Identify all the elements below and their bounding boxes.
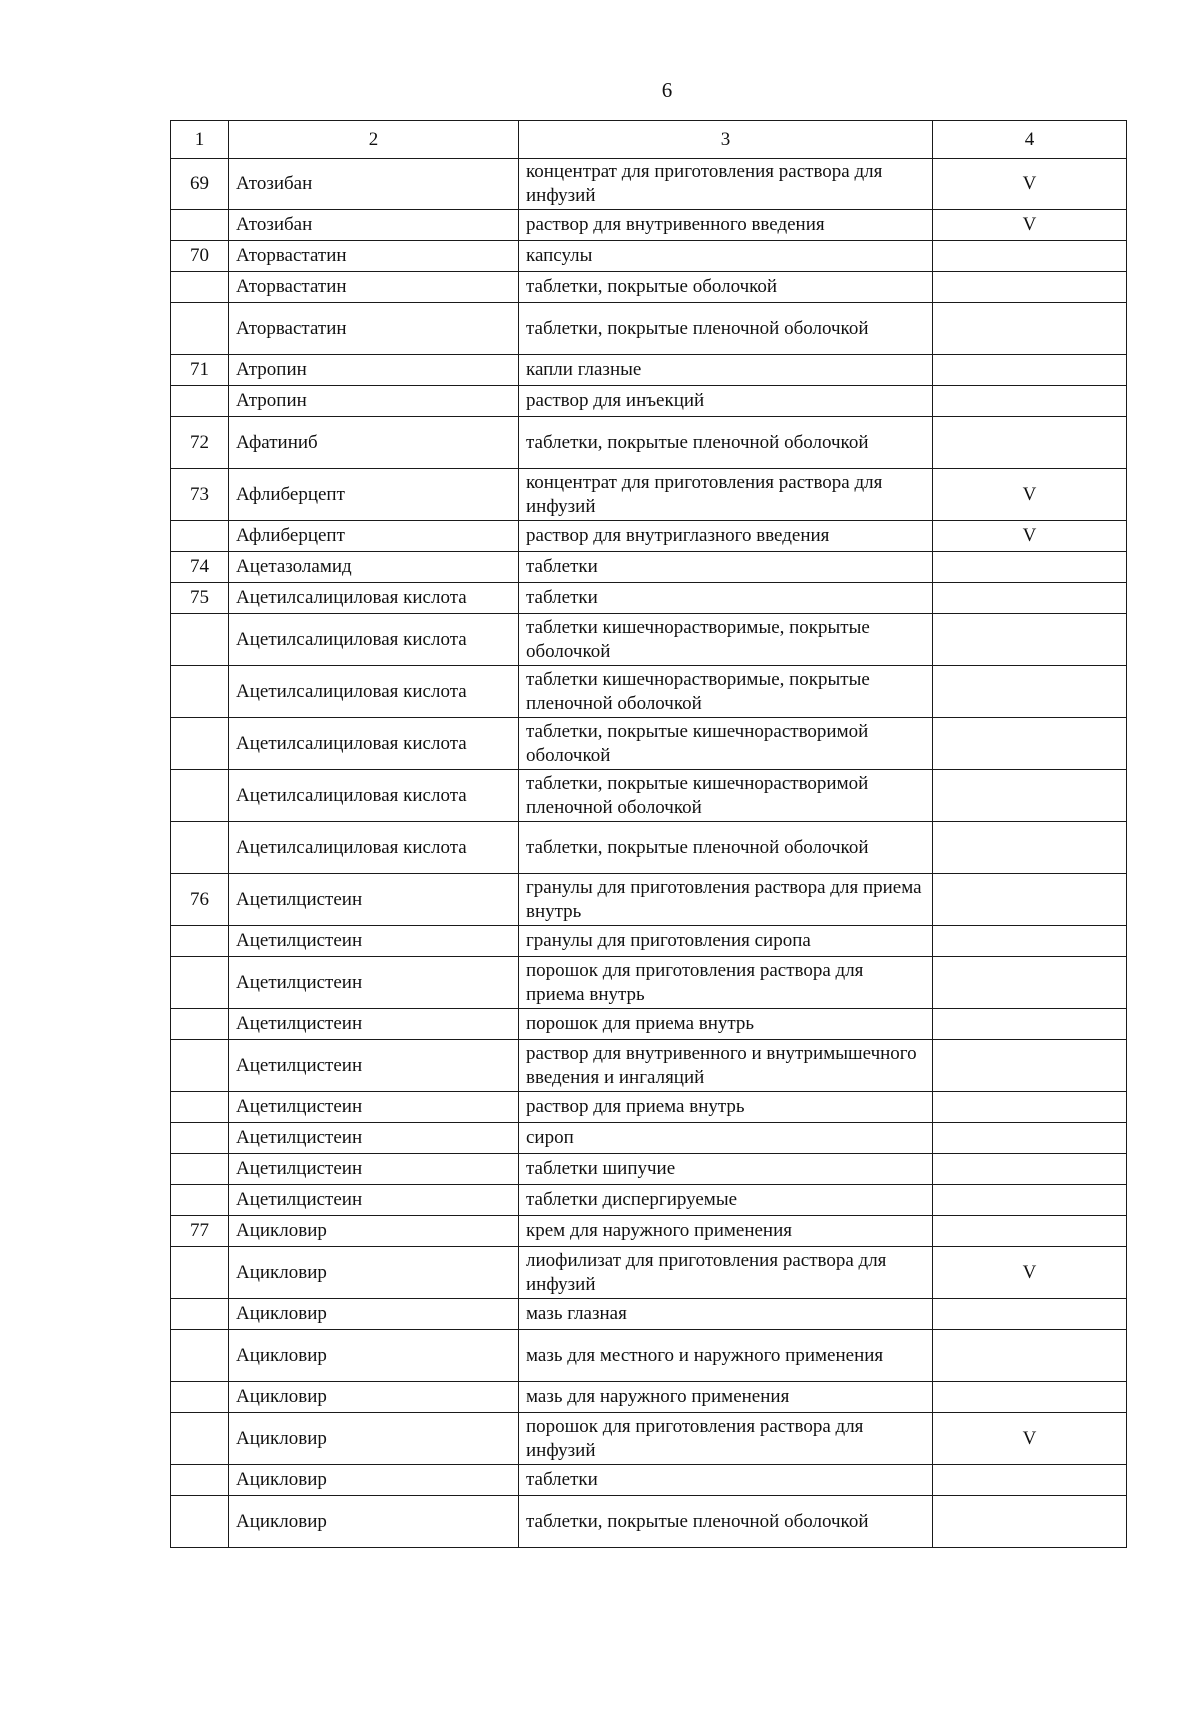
row-number xyxy=(171,521,229,552)
dosage-form: порошок для приготовления раствора для приема внутрь xyxy=(519,957,933,1009)
table-row xyxy=(171,957,1127,1009)
dosage-form: таблетки кишечнорастворимые, покрытые пленочной оболочкой xyxy=(519,666,933,718)
dosage-form: гранулы для приготовления сиропа xyxy=(519,926,933,957)
dosage-form: таблетки, покрытые кишечнорастворимой оболочкой xyxy=(519,718,933,770)
drug-name: Ацикловир xyxy=(229,1382,519,1413)
row-number xyxy=(171,926,229,957)
table-header xyxy=(171,121,1127,159)
mark-cell xyxy=(933,1009,1127,1040)
drug-name: Ацетилцистеин xyxy=(229,1009,519,1040)
row-number xyxy=(171,1299,229,1330)
row-number: 75 xyxy=(171,583,229,614)
table-row xyxy=(171,272,1127,303)
dosage-form: раствор для инъекций xyxy=(519,386,933,417)
column-header-1: 1 xyxy=(171,121,229,159)
mark-cell xyxy=(933,666,1127,718)
row-number xyxy=(171,1123,229,1154)
row-number xyxy=(171,1247,229,1299)
dosage-form: таблетки кишечнорастворимые, покрытые оболочкой xyxy=(519,614,933,666)
mark-cell xyxy=(933,957,1127,1009)
table-row xyxy=(171,1247,1127,1299)
dosage-form: таблетки xyxy=(519,552,933,583)
column-header-4: 4 xyxy=(933,121,1127,159)
drug-list-table xyxy=(170,120,1127,1548)
dosage-form: лиофилизат для приготовления раствора для инфузий xyxy=(519,1247,933,1299)
mark-cell xyxy=(933,552,1127,583)
mark-cell: V xyxy=(933,1247,1127,1299)
dosage-form: таблетки, покрытые пленочной оболочкой xyxy=(519,822,933,874)
header-row xyxy=(171,121,1127,159)
dosage-form: раствор для внутривенного введения xyxy=(519,210,933,241)
drug-name: Ацетилсалициловая кислота xyxy=(229,583,519,614)
mark-cell xyxy=(933,1330,1127,1382)
table-row xyxy=(171,1413,1127,1465)
page-number: 6 xyxy=(661,78,673,102)
table-row xyxy=(171,241,1127,272)
mark-cell: V xyxy=(933,210,1127,241)
drug-name: Аторвастатин xyxy=(229,303,519,355)
drug-name: Ацетилсалициловая кислота xyxy=(229,770,519,822)
drug-name: Ацикловир xyxy=(229,1216,519,1247)
row-number xyxy=(171,1185,229,1216)
drug-name: Ацетилцистеин xyxy=(229,1092,519,1123)
table-row xyxy=(171,614,1127,666)
row-number xyxy=(171,386,229,417)
drug-name: Афатиниб xyxy=(229,417,519,469)
mark-cell xyxy=(933,355,1127,386)
row-number xyxy=(171,770,229,822)
dosage-form: таблетки диспергируемые xyxy=(519,1185,933,1216)
table-row xyxy=(171,1185,1127,1216)
drug-name: Ацетазоламид xyxy=(229,552,519,583)
row-number: 76 xyxy=(171,874,229,926)
dosage-form: концентрат для приготовления раствора для инфузий xyxy=(519,159,933,210)
mark-cell xyxy=(933,1216,1127,1247)
row-number xyxy=(171,1092,229,1123)
table-row xyxy=(171,822,1127,874)
mark-cell xyxy=(933,822,1127,874)
drug-name: Ацикловир xyxy=(229,1299,519,1330)
table-row xyxy=(171,770,1127,822)
mark-cell xyxy=(933,874,1127,926)
row-number: 72 xyxy=(171,417,229,469)
row-number xyxy=(171,1465,229,1496)
drug-name: Аторвастатин xyxy=(229,272,519,303)
dosage-form: таблетки, покрытые пленочной оболочкой xyxy=(519,1496,933,1548)
column-header-3: 3 xyxy=(519,121,933,159)
row-number xyxy=(171,272,229,303)
drug-name: Ацикловир xyxy=(229,1247,519,1299)
mark-cell xyxy=(933,926,1127,957)
dosage-form: таблетки, покрытые пленочной оболочкой xyxy=(519,303,933,355)
table-row xyxy=(171,1123,1127,1154)
drug-name: Ацикловир xyxy=(229,1413,519,1465)
table-row xyxy=(171,1216,1127,1247)
row-number: 73 xyxy=(171,469,229,521)
dosage-form: таблетки, покрытые кишечнорастворимой пленочной оболочкой xyxy=(519,770,933,822)
dosage-form: концентрат для приготовления раствора для инфузий xyxy=(519,469,933,521)
drug-name: Ацетилцистеин xyxy=(229,957,519,1009)
dosage-form: порошок для приготовления раствора для инфузий xyxy=(519,1413,933,1465)
row-number xyxy=(171,1413,229,1465)
drug-name: Атропин xyxy=(229,386,519,417)
mark-cell xyxy=(933,1092,1127,1123)
table-row xyxy=(171,355,1127,386)
mark-cell xyxy=(933,718,1127,770)
table-row xyxy=(171,1330,1127,1382)
mark-cell xyxy=(933,1299,1127,1330)
table-row xyxy=(171,417,1127,469)
table-row xyxy=(171,1465,1127,1496)
mark-cell xyxy=(933,303,1127,355)
mark-cell xyxy=(933,417,1127,469)
mark-cell xyxy=(933,1123,1127,1154)
table-row xyxy=(171,469,1127,521)
dosage-form: таблетки, покрытые оболочкой xyxy=(519,272,933,303)
drug-name: Афлиберцепт xyxy=(229,521,519,552)
dosage-form: капсулы xyxy=(519,241,933,272)
mark-cell xyxy=(933,386,1127,417)
row-number: 77 xyxy=(171,1216,229,1247)
row-number xyxy=(171,957,229,1009)
table-row xyxy=(171,1496,1127,1548)
drug-name: Атозибан xyxy=(229,210,519,241)
drug-name: Ацетилцистеин xyxy=(229,1185,519,1216)
table-row xyxy=(171,303,1127,355)
mark-cell xyxy=(933,614,1127,666)
table-row xyxy=(171,1154,1127,1185)
table-row xyxy=(171,874,1127,926)
drug-name: Ацетилцистеин xyxy=(229,874,519,926)
drug-name: Ацетилцистеин xyxy=(229,1154,519,1185)
table-row xyxy=(171,521,1127,552)
mark-cell xyxy=(933,1154,1127,1185)
table-row xyxy=(171,666,1127,718)
row-number xyxy=(171,666,229,718)
dosage-form: таблетки xyxy=(519,583,933,614)
row-number xyxy=(171,614,229,666)
mark-cell xyxy=(933,1382,1127,1413)
drug-name: Афлиберцепт xyxy=(229,469,519,521)
drug-name: Атозибан xyxy=(229,159,519,210)
table-row xyxy=(171,210,1127,241)
table-row xyxy=(171,1382,1127,1413)
row-number xyxy=(171,822,229,874)
row-number xyxy=(171,1496,229,1548)
row-number: 69 xyxy=(171,159,229,210)
mark-cell xyxy=(933,272,1127,303)
mark-cell: V xyxy=(933,159,1127,210)
mark-cell xyxy=(933,1465,1127,1496)
column-header-2: 2 xyxy=(229,121,519,159)
mark-cell xyxy=(933,1040,1127,1092)
dosage-form: мазь глазная xyxy=(519,1299,933,1330)
table-row xyxy=(171,583,1127,614)
row-number xyxy=(171,1154,229,1185)
mark-cell xyxy=(933,770,1127,822)
dosage-form: сироп xyxy=(519,1123,933,1154)
dosage-form: таблетки, покрытые пленочной оболочкой xyxy=(519,417,933,469)
table-row xyxy=(171,926,1127,957)
mark-cell: V xyxy=(933,1413,1127,1465)
table-row xyxy=(171,1092,1127,1123)
dosage-form: мазь для местного и наружного применения xyxy=(519,1330,933,1382)
table-body xyxy=(171,159,1127,1548)
row-number: 71 xyxy=(171,355,229,386)
drug-name: Ацетилсалициловая кислота xyxy=(229,822,519,874)
drug-name: Ацетилсалициловая кислота xyxy=(229,614,519,666)
drug-name: Ацетилсалициловая кислота xyxy=(229,718,519,770)
dosage-form: крем для наружного применения xyxy=(519,1216,933,1247)
table-row xyxy=(171,718,1127,770)
table-row xyxy=(171,1299,1127,1330)
dosage-form: гранулы для приготовления раствора для приема внутрь xyxy=(519,874,933,926)
table-row xyxy=(171,159,1127,210)
mark-cell: V xyxy=(933,521,1127,552)
dosage-form: таблетки шипучие xyxy=(519,1154,933,1185)
mark-cell xyxy=(933,1496,1127,1548)
row-number xyxy=(171,1009,229,1040)
mark-cell xyxy=(933,241,1127,272)
drug-name: Ацикловир xyxy=(229,1496,519,1548)
row-number: 70 xyxy=(171,241,229,272)
dosage-form: мазь для наружного применения xyxy=(519,1382,933,1413)
table-row xyxy=(171,552,1127,583)
table-row xyxy=(171,1009,1127,1040)
drug-name: Ацикловир xyxy=(229,1330,519,1382)
dosage-form: таблетки xyxy=(519,1465,933,1496)
drug-name: Ацетилсалициловая кислота xyxy=(229,666,519,718)
drug-name: Ацетилцистеин xyxy=(229,1123,519,1154)
row-number xyxy=(171,1040,229,1092)
drug-name: Ацикловир xyxy=(229,1465,519,1496)
row-number xyxy=(171,210,229,241)
row-number xyxy=(171,1382,229,1413)
dosage-form: раствор для внутривенного и внутримышечного введения и ингаляций xyxy=(519,1040,933,1092)
dosage-form: порошок для приема внутрь xyxy=(519,1009,933,1040)
row-number xyxy=(171,303,229,355)
table-row xyxy=(171,386,1127,417)
mark-cell: V xyxy=(933,469,1127,521)
row-number xyxy=(171,1330,229,1382)
drug-name: Аторвастатин xyxy=(229,241,519,272)
mark-cell xyxy=(933,1185,1127,1216)
dosage-form: раствор для приема внутрь xyxy=(519,1092,933,1123)
mark-cell xyxy=(933,583,1127,614)
drug-name: Атропин xyxy=(229,355,519,386)
row-number xyxy=(171,718,229,770)
table-row xyxy=(171,1040,1127,1092)
drug-name: Ацетилцистеин xyxy=(229,1040,519,1092)
row-number: 74 xyxy=(171,552,229,583)
dosage-form: капли глазные xyxy=(519,355,933,386)
dosage-form: раствор для внутриглазного введения xyxy=(519,521,933,552)
drug-name: Ацетилцистеин xyxy=(229,926,519,957)
